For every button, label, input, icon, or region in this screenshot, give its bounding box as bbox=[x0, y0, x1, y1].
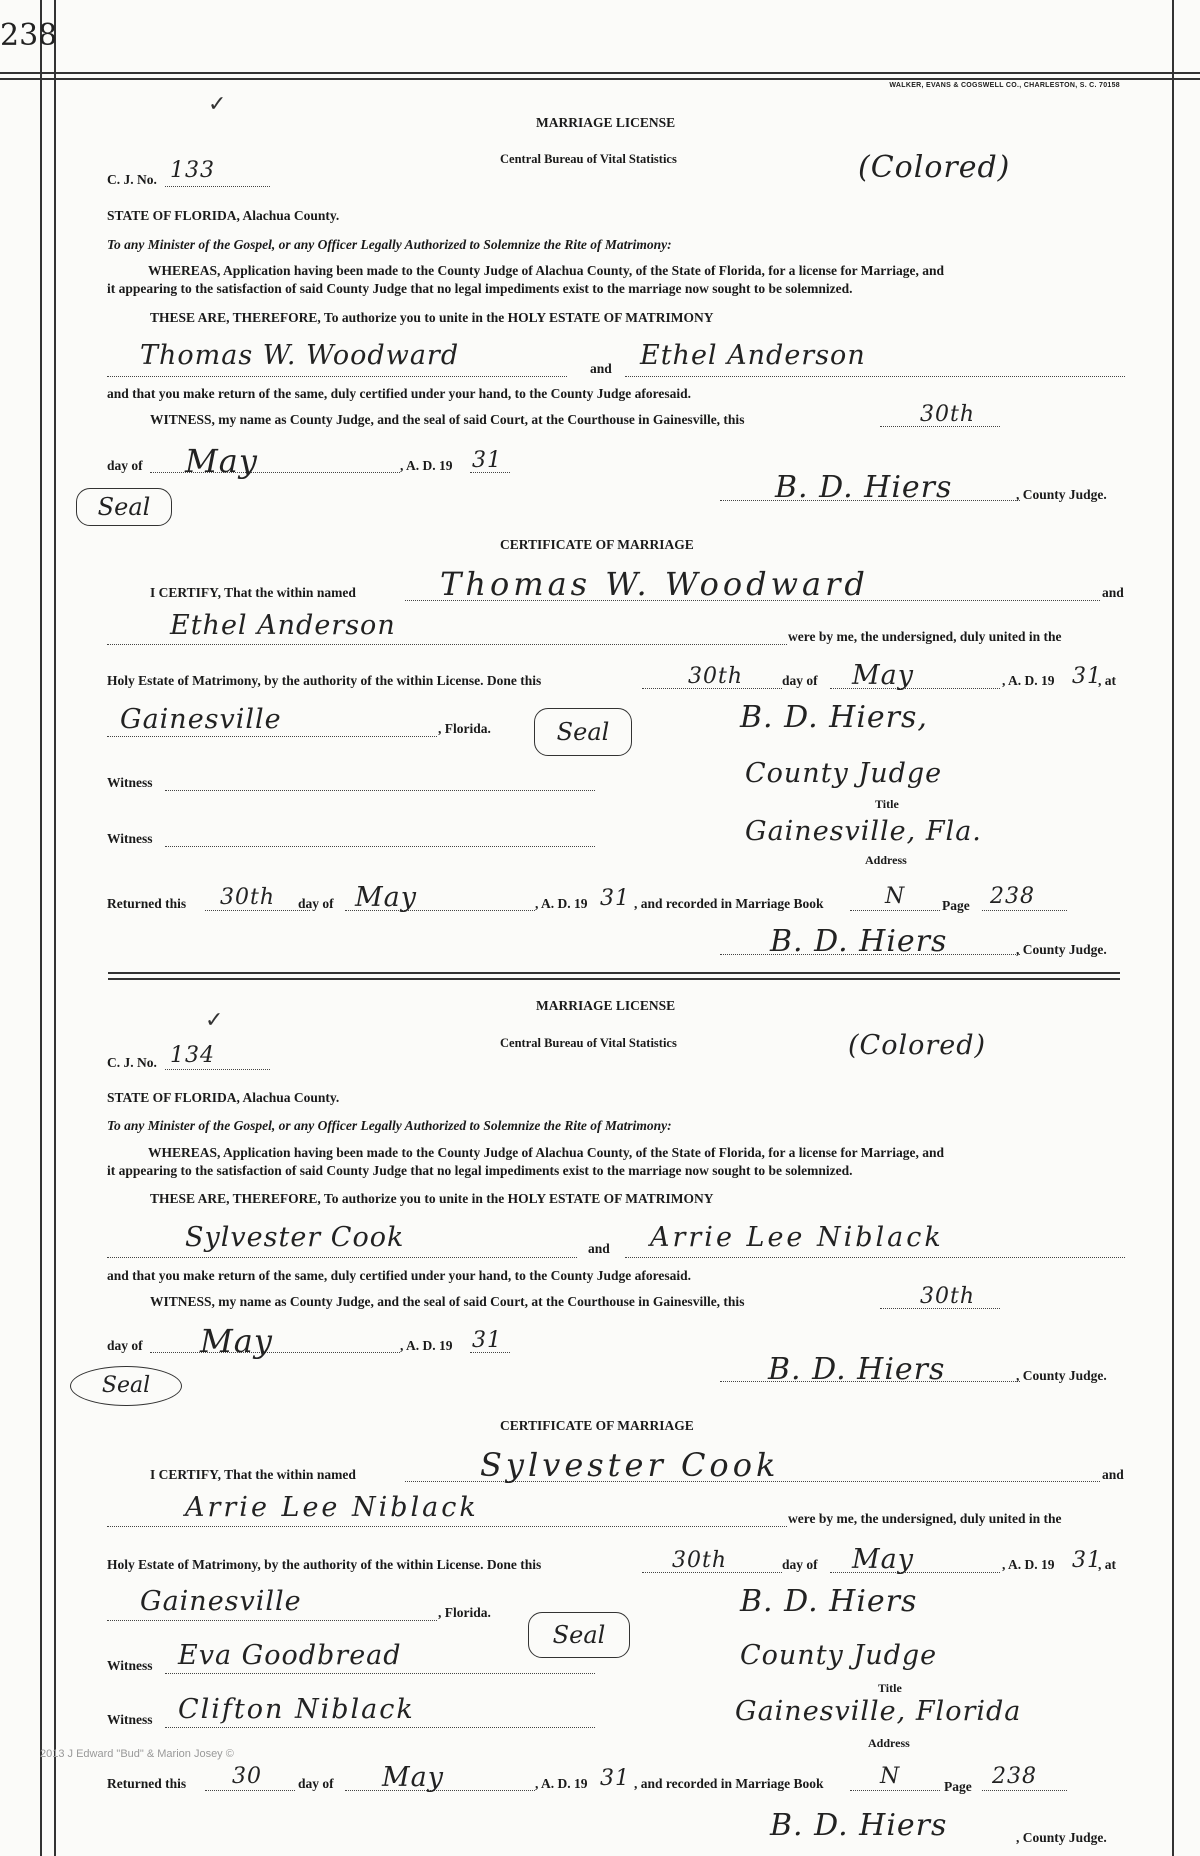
bride-name: Ethel Anderson bbox=[640, 340, 866, 371]
witness-2: Clifton Niblack bbox=[178, 1694, 415, 1725]
book: N bbox=[880, 1764, 901, 1789]
recording-judge: B. D. Hiers bbox=[770, 924, 948, 959]
return-line: and that you make return of the same, duly certified under your hand, to the County Judge aforesaid. bbox=[107, 1268, 692, 1283]
book: N bbox=[885, 884, 906, 909]
race-note: (Colored) bbox=[858, 150, 1011, 185]
officiant-title: County Judge bbox=[740, 1640, 938, 1671]
officiant-title: County Judge bbox=[745, 758, 943, 789]
and-label: and bbox=[1102, 585, 1124, 600]
record-page: 238 bbox=[992, 1764, 1037, 1789]
groom-name: Thomas W. Woodward bbox=[140, 340, 460, 371]
page-number: 238 bbox=[0, 18, 58, 53]
page-label: Page bbox=[942, 898, 970, 913]
at-label: , at bbox=[1098, 673, 1116, 688]
whereas-line-2: it appearing to the satisfaction of said County Judge that no legal impediments exist to the marriage now sought to be solemnized. bbox=[107, 281, 853, 296]
done-month: May bbox=[852, 1544, 914, 1575]
cert-title: CERTIFICATE OF MARRIAGE bbox=[500, 1418, 694, 1433]
day-of-label: day of bbox=[107, 458, 143, 473]
checkmark-icon: ✓ bbox=[205, 1008, 224, 1033]
seal-stamp: Seal bbox=[76, 488, 172, 526]
page-label: Page bbox=[944, 1779, 972, 1794]
day-of-mid: day of bbox=[782, 673, 818, 688]
return-line: and that you make return of the same, duly certified under your hand, to the County Judge aforesaid. bbox=[107, 386, 692, 401]
ad-label: , A. D. 19 bbox=[400, 458, 453, 473]
groom-name: Sylvester Cook bbox=[185, 1222, 405, 1253]
returned-year: 31 bbox=[600, 1766, 630, 1791]
cert-groom: Thomas W. Woodward bbox=[440, 565, 869, 603]
bureau-label: Central Bureau of Vital Statistics bbox=[500, 1036, 677, 1050]
top-rule bbox=[0, 78, 1200, 80]
cj-no-label: C. J. No. bbox=[107, 172, 157, 187]
and-label: and bbox=[1102, 1467, 1124, 1482]
cj-no-label: C. J. No. bbox=[107, 1055, 157, 1070]
month: May bbox=[200, 1322, 273, 1360]
cert-title: CERTIFICATE OF MARRIAGE bbox=[500, 537, 694, 552]
returned-day: 30th bbox=[220, 885, 276, 910]
witness-label: Witness bbox=[107, 1712, 153, 1727]
address-label: Address bbox=[865, 853, 907, 867]
whereas-line-1: WHEREAS, Application having been made to the County Judge of Alachua County, of the State of Florida, for a license for Marriage, and bbox=[148, 1145, 945, 1160]
to-any-line: To any Minister of the Gospel, or any Officer Legally Authorized to Solemnize the Rite of Matrimony: bbox=[107, 1118, 672, 1133]
witness-label: Witness bbox=[107, 831, 153, 846]
were-by-me: were by me, the undersigned, duly united in the bbox=[788, 629, 1062, 644]
record-page: 238 bbox=[990, 884, 1035, 909]
county-judge-label: , County Judge. bbox=[1016, 942, 1107, 957]
seal-stamp: Seal bbox=[528, 1612, 630, 1658]
county-judge-label: , County Judge. bbox=[1016, 487, 1107, 502]
cert-bride: Arrie Lee Niblack bbox=[185, 1492, 479, 1523]
checkmark-icon: ✓ bbox=[208, 92, 227, 117]
margin-line bbox=[40, 0, 42, 1856]
to-any-line: To any Minister of the Gospel, or any Officer Legally Authorized to Solemnize the Rite of Matrimony: bbox=[107, 237, 672, 252]
cj-no-value: 134 bbox=[170, 1043, 215, 1068]
title-label: Title bbox=[875, 797, 899, 811]
done-year: 31 bbox=[1072, 1548, 1102, 1573]
ad-label: , A. D. 19 bbox=[400, 1338, 453, 1353]
were-by-me: were by me, the undersigned, duly united in the bbox=[788, 1511, 1062, 1526]
done-day: 30th bbox=[672, 1548, 728, 1573]
certify-label: I CERTIFY, That the within named bbox=[150, 585, 356, 600]
day-of-label: day of bbox=[107, 1338, 143, 1353]
returned-month: May bbox=[355, 882, 417, 913]
florida-label: , Florida. bbox=[438, 1605, 491, 1620]
whereas-line-2: it appearing to the satisfaction of said County Judge that no legal impediments exist to the marriage now sought to be solemnized. bbox=[107, 1163, 853, 1178]
witness-label: Witness bbox=[107, 775, 153, 790]
state-line: STATE OF FLORIDA, Alachua County. bbox=[107, 1090, 340, 1105]
and-label: and bbox=[588, 1241, 610, 1256]
cj-no-value: 133 bbox=[170, 158, 215, 183]
returned-day: 30 bbox=[232, 1764, 262, 1789]
bureau-label: Central Bureau of Vital Statistics bbox=[500, 152, 677, 166]
whereas-line-1: WHEREAS, Application having been made to the County Judge of Alachua County, of the State of Florida, for a license for Marriage, and bbox=[148, 263, 945, 278]
seal-stamp: Seal bbox=[70, 1366, 182, 1406]
holy-estate-line: Holy Estate of Matrimony, by the authority of the within License. Done this bbox=[107, 1557, 542, 1572]
top-rule bbox=[0, 72, 1200, 74]
ad-label: , A. D. 19 bbox=[1002, 1557, 1055, 1572]
seal-stamp: Seal bbox=[534, 708, 632, 756]
witness-day: 30th bbox=[920, 1284, 976, 1309]
bride-name: Arrie Lee Niblack bbox=[650, 1222, 944, 1253]
year: 31 bbox=[472, 448, 502, 473]
place: Gainesville bbox=[140, 1586, 302, 1617]
cert-bride: Ethel Anderson bbox=[170, 610, 396, 641]
day-of-mid: day of bbox=[298, 1776, 334, 1791]
witness-label: Witness bbox=[107, 1658, 153, 1673]
printer-imprint: WALKER, EVANS & COGSWELL CO., CHARLESTON, S. C. 70158 bbox=[889, 82, 1120, 89]
county-judge-label: , County Judge. bbox=[1016, 1830, 1107, 1845]
and-label: and bbox=[590, 361, 612, 376]
ad-label: , A. D. 19 bbox=[535, 896, 588, 911]
recorded-label: , and recorded in Marriage Book bbox=[634, 896, 824, 911]
recording-judge: B. D. Hiers bbox=[770, 1808, 948, 1843]
florida-label: , Florida. bbox=[438, 721, 491, 736]
holy-estate-line: Holy Estate of Matrimony, by the authority of the within License. Done this bbox=[107, 673, 542, 688]
ad-label: , A. D. 19 bbox=[535, 1776, 588, 1791]
section-divider bbox=[108, 978, 1120, 980]
witness-1: Eva Goodbread bbox=[178, 1640, 402, 1671]
these-line: THESE ARE, THEREFORE, To authorize you to unite in the HOLY ESTATE OF MATRIMONY bbox=[150, 1191, 714, 1206]
returned-label: Returned this bbox=[107, 896, 187, 911]
state-line: STATE OF FLORIDA, Alachua County. bbox=[107, 208, 340, 223]
done-year: 31 bbox=[1072, 664, 1102, 689]
officiant-signature: B. D. Hiers, bbox=[740, 700, 928, 735]
returned-label: Returned this bbox=[107, 1776, 187, 1791]
returned-year: 31 bbox=[600, 886, 630, 911]
judge-signature: B. D. Hiers bbox=[768, 1352, 946, 1387]
ad-label: , A. D. 19 bbox=[1002, 673, 1055, 688]
day-of-mid: day of bbox=[782, 1557, 818, 1572]
witness-line: WITNESS, my name as County Judge, and the seal of said Court, at the Courthouse in Gainesville, this bbox=[150, 1294, 745, 1309]
copyright-watermark: 2013 J Edward "Bud" & Marion Josey © bbox=[40, 1748, 234, 1760]
section-divider bbox=[108, 972, 1120, 974]
witness-line: WITNESS, my name as County Judge, and the seal of said Court, at the Courthouse in Gainesville, this bbox=[150, 412, 745, 427]
cert-groom: Sylvester Cook bbox=[480, 1446, 780, 1484]
month: May bbox=[185, 442, 258, 480]
margin-line bbox=[54, 0, 56, 1856]
returned-month: May bbox=[382, 1762, 444, 1793]
certify-label: I CERTIFY, That the within named bbox=[150, 1467, 356, 1482]
judge-signature: B. D. Hiers bbox=[775, 470, 953, 505]
officiant-signature: B. D. Hiers bbox=[740, 1584, 918, 1619]
place: Gainesville bbox=[120, 704, 282, 735]
margin-line bbox=[1172, 0, 1174, 1856]
license-title: MARRIAGE LICENSE bbox=[536, 115, 676, 130]
these-line: THESE ARE, THEREFORE, To authorize you to unite in the HOLY ESTATE OF MATRIMONY bbox=[150, 310, 714, 325]
done-day: 30th bbox=[688, 664, 744, 689]
recorded-label: , and recorded in Marriage Book bbox=[634, 1776, 824, 1791]
year: 31 bbox=[472, 1328, 502, 1353]
title-label: Title bbox=[878, 1681, 902, 1695]
day-of-mid: day of bbox=[298, 896, 334, 911]
at-label: , at bbox=[1098, 1557, 1116, 1572]
race-note: (Colored) bbox=[848, 1030, 987, 1061]
done-month: May bbox=[852, 660, 914, 691]
county-judge-label: , County Judge. bbox=[1016, 1368, 1107, 1383]
officiant-address: Gainesville, Florida bbox=[735, 1696, 1022, 1727]
witness-day: 30th bbox=[920, 402, 976, 427]
license-title: MARRIAGE LICENSE bbox=[536, 998, 676, 1013]
officiant-address: Gainesville, Fla. bbox=[745, 816, 982, 847]
address-label: Address bbox=[868, 1736, 910, 1750]
